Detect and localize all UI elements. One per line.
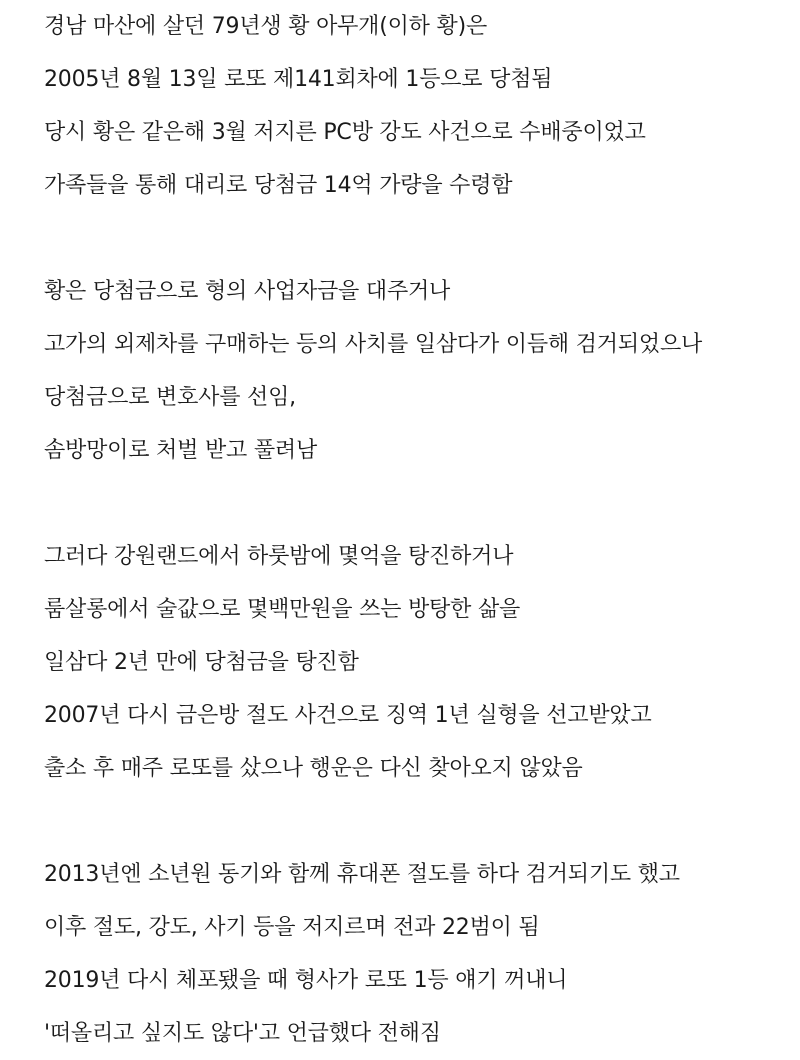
text-line: 당시 황은 같은해 3월 저지른 PC방 강도 사건으로 수배중이었고 bbox=[44, 120, 646, 145]
text-line: 고가의 외제차를 구매하는 등의 사치를 일삼다가 이듬해 검거되었으나 bbox=[44, 332, 703, 357]
paragraph-2 bbox=[44, 265, 784, 477]
text-line: 그러다 강원랜드에서 하룻밤에 몇억을 탕진하거나 bbox=[44, 544, 514, 569]
text-line: 솜방망이로 처벌 받고 풀려남 bbox=[44, 438, 318, 463]
paragraph-4 bbox=[44, 848, 784, 1060]
text-line: 이후 절도, 강도, 사기 등을 저지르며 전과 22범이 됨 bbox=[44, 915, 540, 940]
text-line: 경남 마산에 살던 79년생 황 아무개(이하 황)은 bbox=[44, 14, 488, 39]
paragraph-spacer bbox=[44, 795, 784, 848]
text-line: 당첨금으로 변호사를 선임, bbox=[44, 385, 296, 410]
text-line: 2013년엔 소년원 동기와 함께 휴대폰 절도를 하다 검거되기도 했고 bbox=[44, 862, 680, 887]
paragraph-3 bbox=[44, 530, 784, 795]
text-line: '떠올리고 싶지도 않다'고 언급했다 전해짐 bbox=[44, 1021, 441, 1046]
text-line: 2005년 8월 13일 로또 제141회차에 1등으로 당첨됨 bbox=[44, 67, 553, 92]
text-line: 2019년 다시 체포됐을 때 형사가 로또 1등 얘기 꺼내니 bbox=[44, 968, 568, 993]
paragraph-spacer bbox=[44, 212, 784, 265]
text-line: 룸살롱에서 술값으로 몇백만원을 쓰는 방탕한 삶을 bbox=[44, 597, 521, 622]
paragraph-spacer bbox=[44, 477, 784, 530]
text-line: 출소 후 매주 로또를 샀으나 행운은 다신 찾아오지 않았음 bbox=[44, 756, 583, 781]
text-line: 황은 당첨금으로 형의 사업자금을 대주거나 bbox=[44, 279, 451, 304]
text-line: 가족들을 통해 대리로 당첨금 14억 가량을 수령함 bbox=[44, 173, 513, 198]
article-body bbox=[44, 0, 784, 1060]
text-line: 2007년 다시 금은방 절도 사건으로 징역 1년 실형을 선고받았고 bbox=[44, 703, 652, 728]
paragraph-1 bbox=[44, 0, 784, 212]
text-line: 일삼다 2년 만에 당첨금을 탕진함 bbox=[44, 650, 359, 675]
